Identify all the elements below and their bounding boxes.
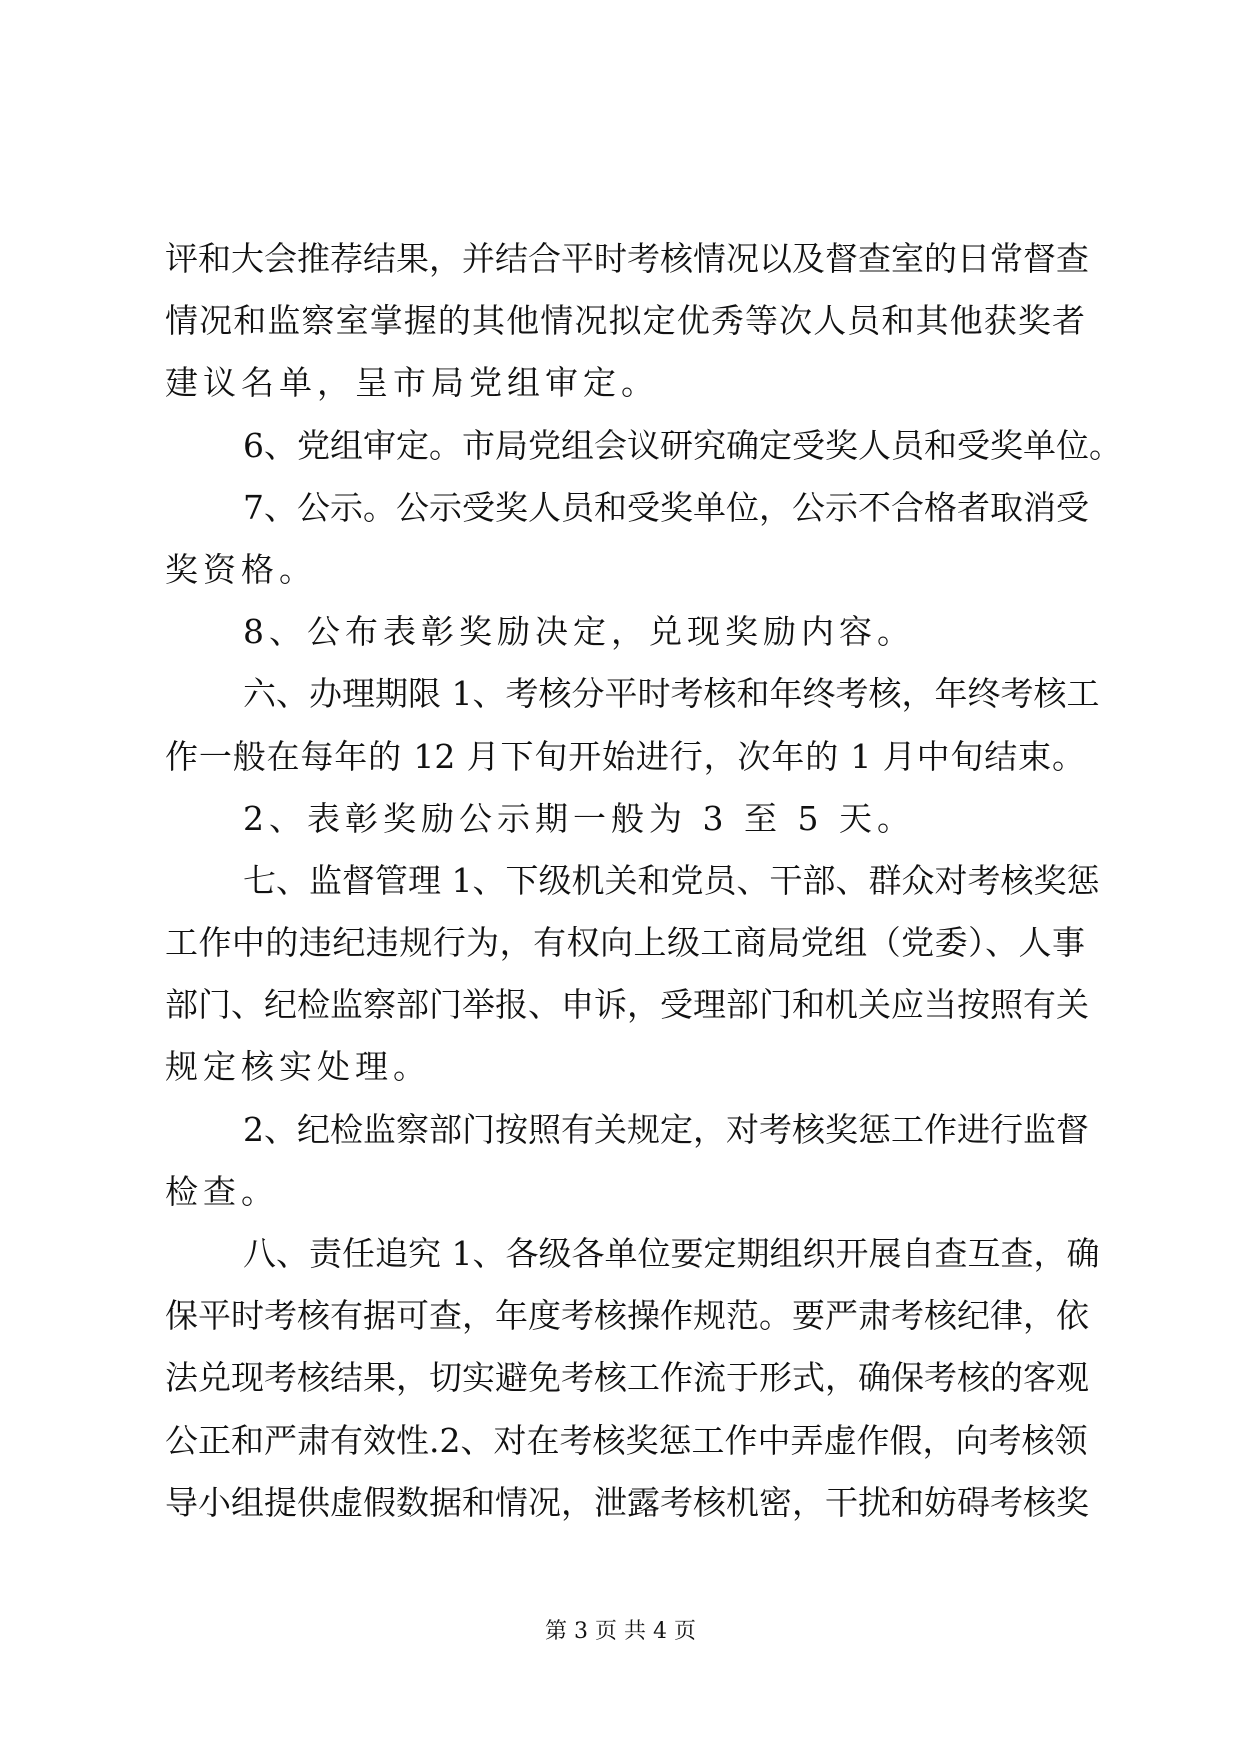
text-line: 作一般在每年的 12 月下旬开始进行，次年的 1 月中旬结束。 — [165, 736, 1085, 776]
text-line: 建议名单，呈市局党组审定。 — [165, 363, 659, 403]
document-body — [165, 228, 1122, 1534]
text-line: 部门、纪检监察部门举报、申诉，受理部门和机关应当按照有关 — [165, 985, 1089, 1025]
text-line: 6、党组审定。市局党组会议研究确定受奖人员和受奖单位。 — [243, 425, 1122, 465]
text-line: 奖资格。 — [165, 549, 317, 589]
text-line: 保平时考核有据可查，年度考核操作规范。要严肃考核纪律，依 — [165, 1296, 1089, 1336]
text-line: 法兑现考核结果，切实避免考核工作流于形式，确保考核的客观 — [165, 1358, 1089, 1398]
text-line: 7、公示。公示受奖人员和受奖单位，公示不合格者取消受 — [243, 487, 1089, 527]
text-line: 检查。 — [165, 1171, 279, 1211]
text-line: 公正和严肃有效性.2、对在考核奖惩工作中弄虚作假，向考核领 — [165, 1420, 1088, 1460]
text-line: 七、监督管理 1、下级机关和党员、干部、群众对考核奖惩 — [243, 860, 1100, 900]
text-line: 规定核实处理。 — [165, 1047, 431, 1087]
text-line: 2、表彰奖励公示期一般为 3 至 5 天。 — [243, 798, 915, 838]
text-line: 情况和监察室掌握的其他情况拟定优秀等次人员和其他获奖者 — [165, 301, 1085, 341]
text-line: 8、公布表彰奖励决定，兑现奖励内容。 — [243, 612, 915, 652]
text-line: 导小组提供虚假数据和情况，泄露考核机密，干扰和妨碍考核奖 — [165, 1482, 1089, 1522]
text-line: 八、责任追究 1、各级各单位要定期组织开展自查互查，确 — [243, 1234, 1100, 1273]
text-line: 2、纪检监察部门按照有关规定，对考核奖惩工作进行监督 — [243, 1109, 1089, 1149]
text-line: 六、办理期限 1、考核分平时考核和年终考核，年终考核工 — [243, 674, 1100, 714]
page-number: 第 3 页 共 4 页 — [545, 1619, 696, 1644]
text-line: 评和大会推荐结果，并结合平时考核情况以及督查室的日常督查 — [165, 239, 1089, 278]
text-line: 工作中的违纪违规行为，有权向上级工商局党组（党委）、人事 — [165, 923, 1085, 963]
